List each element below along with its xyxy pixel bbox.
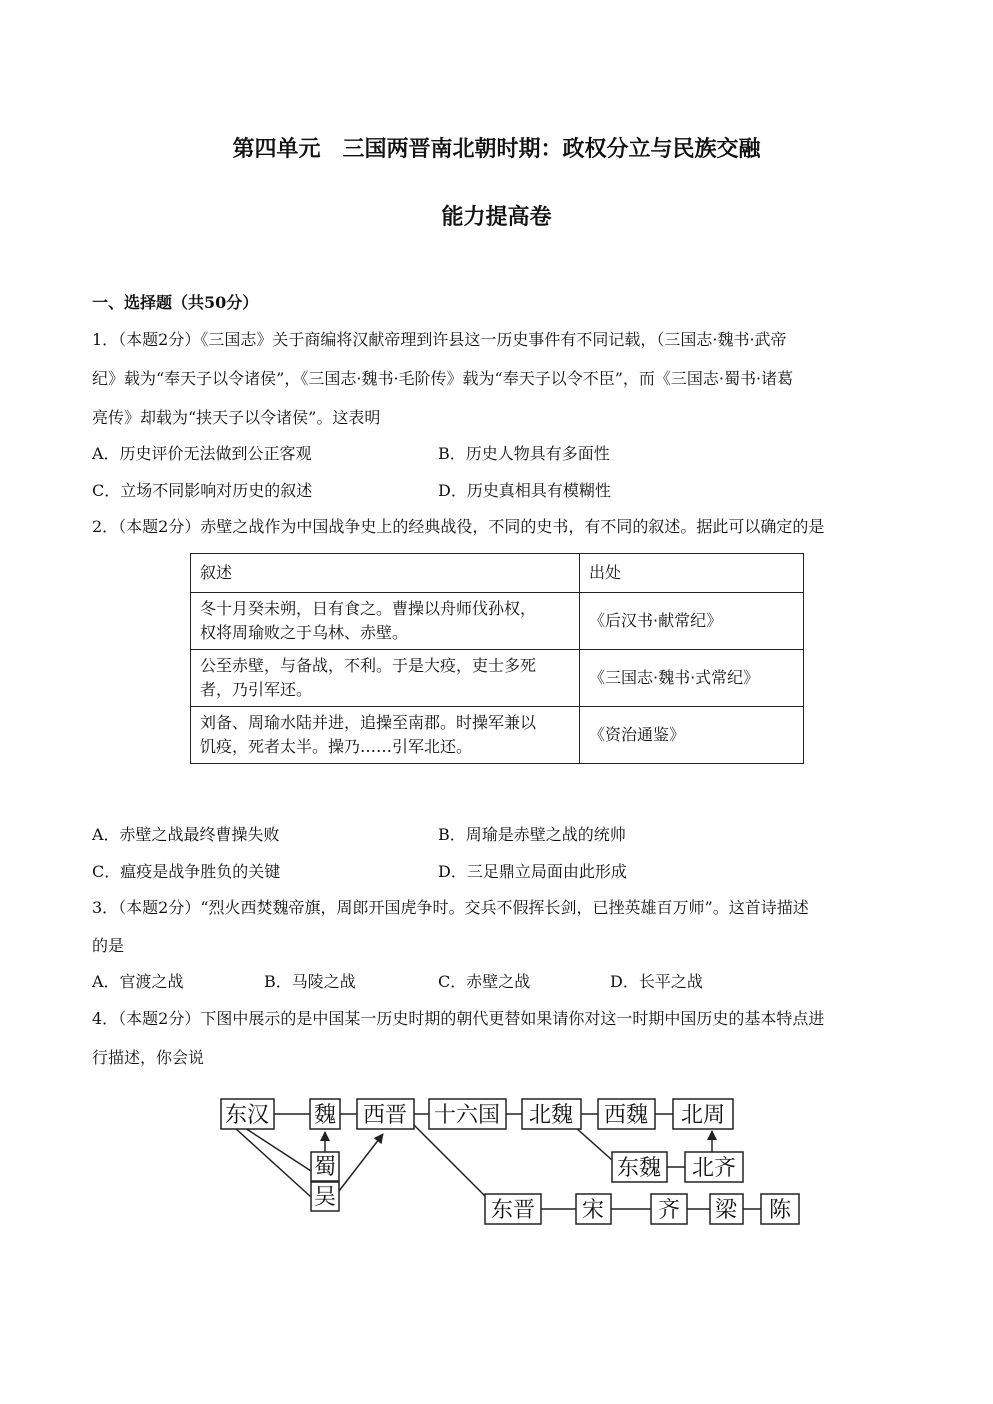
node-chen: 陈 (768, 1198, 792, 1223)
page-title: 第四单元 三国两晋南北朝时期：政权分立与民族交融 (232, 137, 761, 162)
connector-line (245, 1128, 311, 1171)
arrow-to-xijin (339, 1134, 383, 1191)
page-subtitle: 能力提高卷 (441, 205, 552, 230)
table-cell-source: 《三国志·魏书·式常纪》 (580, 650, 804, 707)
table-cell-source: 《资治通鉴》 (580, 707, 804, 764)
node-beizhou: 北周 (680, 1103, 726, 1128)
node-shu: 蜀 (313, 1155, 337, 1180)
node-wu: 吴 (313, 1185, 337, 1210)
table-header-row (191, 554, 804, 593)
q2-option-a[interactable]: A．赤壁之战最终曹操失败 (92, 825, 280, 844)
node-xijin: 西晋 (362, 1103, 408, 1128)
node-dongwei: 东魏 (616, 1156, 662, 1181)
q1-option-a[interactable]: A．历史评价无法做到公正客观 (92, 444, 312, 463)
node-qi: 齐 (657, 1198, 681, 1223)
node-song: 宋 (581, 1198, 605, 1223)
q4-stem-line2: 行描述，你会说 (92, 1048, 205, 1067)
q2-option-d[interactable]: D．三足鼎立局面由此形成 (438, 862, 627, 881)
node-beiqi: 北齐 (691, 1156, 737, 1181)
connector-line (575, 1127, 612, 1160)
q3-stem-line1: 3．（本题2分）“烈火西焚魏帝旗，周郎开国虎争时。交兵不假挥长剑，已挫英雄百万师”。这首诗描述 (92, 898, 809, 917)
table-row (191, 707, 804, 764)
section-heading: 一、选择题（共50分） (92, 293, 259, 312)
q2-option-c[interactable]: C．瘟疫是战争胜负的关键 (92, 862, 281, 881)
table-header-source: 出处 (580, 554, 804, 593)
node-wei: 魏 (313, 1103, 337, 1128)
connector-line (414, 1125, 487, 1198)
node-xiwei: 西魏 (603, 1103, 649, 1128)
table-cell-narrative (191, 650, 580, 707)
table-row (191, 650, 804, 707)
table-cell-source: 《后汉书·献常纪》 (580, 593, 804, 650)
narrative-line: 权将周瑜败之于乌林、赤壁。 (200, 623, 409, 642)
table-row (191, 593, 804, 650)
table-cell-narrative (191, 707, 580, 764)
source-table (190, 553, 804, 764)
dynasty-diagram (215, 1085, 815, 1235)
q3-option-a[interactable]: A．官渡之战 (92, 972, 184, 991)
table-header-narrative: 叙述 (191, 554, 580, 593)
q1-stem-line1: 1．（本题2分）《三国志》关于商编将汉献帝理到许县这一历史事件有不同记载，（三国志·魏书·武帝 (92, 330, 787, 349)
q3-stem-line2: 的是 (92, 936, 125, 955)
node-donghan: 东汉 (224, 1103, 270, 1128)
q1-option-d[interactable]: D．历史真相具有模糊性 (438, 481, 611, 500)
q2-stem-line1: 2．（本题2分）赤壁之战作为中国战争史上的经典战役，不同的史书，有不同的叙述。据此可以确定的是 (92, 517, 825, 536)
narrative-line: 冬十月癸未朔，日有食之。曹操以舟师伐孙权， (200, 599, 537, 618)
narrative-line: 刘备、周瑜水陆并进，追操至南郡。时操军兼以 (200, 713, 537, 732)
node-beiwei: 北魏 (528, 1103, 574, 1128)
narrative-line: 公至赤壁，与备战，不利。于是大疫，吏士多死 (200, 656, 537, 675)
connector-line (235, 1128, 311, 1197)
q1-stem-line3: 亮传》却载为“挟天子以令诸侯”。这表明 (92, 408, 381, 427)
table-cell-narrative (191, 593, 580, 650)
q1-stem-line2: 纪》载为“奉天子以令诸侯”，《三国志·魏书·毛阶传》载为“奉天子以令不臣”，而《三国志·蜀书·诸葛 (92, 369, 794, 388)
q3-option-b[interactable]: B．马陵之战 (264, 972, 356, 991)
q4-stem-line1: 4．（本题2分）下图中展示的是中国某一历史时期的朝代更替如果请你对这一时期中国历史的基本特点进 (92, 1009, 825, 1028)
narrative-line: 饥疫，死者太半。操乃……引军北还。 (200, 737, 473, 756)
node-dongjin: 东晋 (490, 1198, 536, 1223)
narrative-line: 者，乃引军还。 (200, 680, 313, 699)
q2-option-b[interactable]: B．周瑜是赤壁之战的统帅 (438, 825, 626, 844)
q1-option-c[interactable]: C．立场不同影响对历史的叙述 (92, 481, 313, 500)
q3-option-c[interactable]: C．赤壁之战 (438, 972, 531, 991)
node-shiliuguo: 十六国 (433, 1103, 501, 1128)
q1-option-b[interactable]: B．历史人物具有多面性 (438, 444, 610, 463)
node-liang: 梁 (714, 1198, 738, 1223)
q3-option-d[interactable]: D．长平之战 (610, 972, 703, 991)
